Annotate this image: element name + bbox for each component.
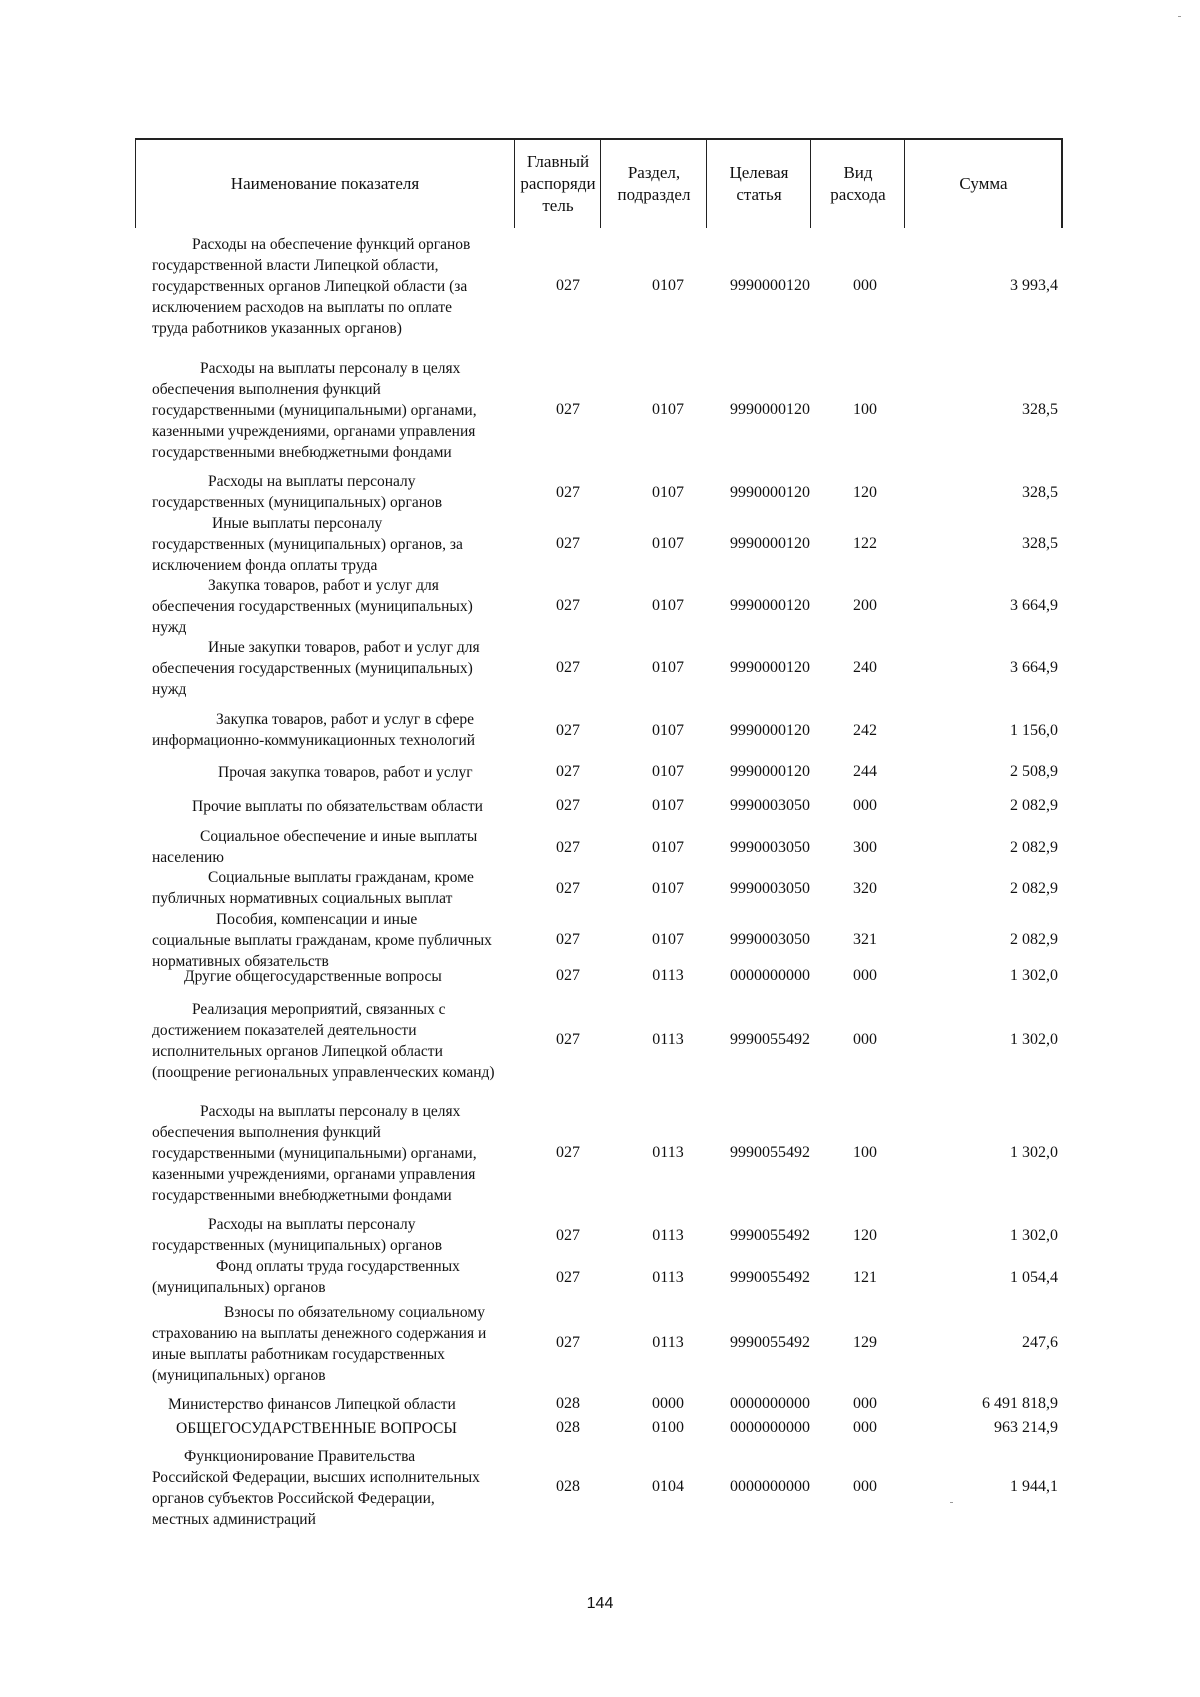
- row-cs: 0000000000: [730, 1419, 810, 1436]
- row-cs: 9990000120: [730, 535, 810, 552]
- scan-speck: [950, 1502, 953, 1503]
- row-grbs: 027: [556, 839, 580, 856]
- row-razdel: 0104: [652, 1478, 684, 1495]
- row-cs: 9990003050: [730, 931, 810, 948]
- row-cs: 9990000120: [730, 722, 810, 739]
- row-sum: 1 302,0: [1010, 1227, 1058, 1244]
- row-razdel: 0107: [652, 535, 684, 552]
- row-name: Прочие выплаты по обязательствам области: [192, 798, 483, 815]
- scan-speck: [1178, 16, 1181, 17]
- row-sum: 328,5: [1022, 484, 1058, 501]
- row-sum: 963 214,9: [994, 1419, 1058, 1436]
- row-sum: 2 082,9: [1010, 931, 1058, 948]
- row-razdel: 0107: [652, 401, 684, 418]
- row-cs: 9990003050: [730, 839, 810, 856]
- row-grbs: 027: [556, 277, 580, 294]
- row-vr: 200: [853, 597, 877, 614]
- row-razdel: 0113: [652, 967, 684, 984]
- row-name: Социальное обеспечение и иные выплаты населению: [152, 828, 478, 866]
- row-grbs: 027: [556, 967, 580, 984]
- row-sum: 2 082,9: [1010, 880, 1058, 897]
- row-sum: 1 302,0: [1010, 967, 1058, 984]
- row-cs: 9990055492: [730, 1334, 810, 1351]
- row-vr: 000: [853, 277, 877, 294]
- row-cs: 9990000120: [730, 401, 810, 418]
- row-cs: 9990000120: [730, 484, 810, 501]
- row-sum: 2 082,9: [1010, 839, 1058, 856]
- row-cs: 9990000120: [730, 597, 810, 614]
- row-cs: 9990055492: [730, 1031, 810, 1048]
- table-header: [135, 138, 1063, 228]
- row-sum: 3 993,4: [1010, 277, 1058, 294]
- row-sum: 1 054,4: [1010, 1269, 1058, 1286]
- row-vr: 120: [853, 1227, 877, 1244]
- row-name: Расходы на обеспечение функций органов государственной власти Липецкой области, государственных органов Липецкой области (за исключением расходов на выплаты по оплате труда работников указанных органов): [152, 236, 471, 337]
- row-vr: 000: [853, 1419, 877, 1436]
- row-cs: 9990055492: [730, 1269, 810, 1286]
- row-vr: 129: [853, 1334, 877, 1351]
- row-razdel: 0107: [652, 839, 684, 856]
- row-grbs: 028: [556, 1419, 580, 1436]
- row-name: Фонд оплаты труда государственных (муниципальных) органов: [152, 1258, 460, 1296]
- row-name: Функционирование Правительства Российской Федерации, высших исполнительных органов субъектов Российской Федерации, местных администраций: [152, 1448, 480, 1528]
- row-sum: 1 302,0: [1010, 1144, 1058, 1161]
- row-vr: 000: [853, 1031, 877, 1048]
- row-vr: 000: [853, 967, 877, 984]
- row-sum: 328,5: [1022, 535, 1058, 552]
- row-grbs: 027: [556, 597, 580, 614]
- row-grbs: 027: [556, 401, 580, 418]
- row-name: Другие общегосударственные вопросы: [184, 968, 442, 985]
- header-name: Наименование показателя: [230, 174, 420, 193]
- row-vr: 242: [853, 722, 877, 739]
- row-name: Расходы на выплаты персоналу государственных (муниципальных) органов: [152, 1216, 443, 1254]
- row-name: Реализация мероприятий, связанных с достижением показателей деятельности исполнительных органов Липецкой области (поощрение региональных управленческих команд): [152, 1001, 495, 1081]
- row-razdel: 0107: [652, 597, 684, 614]
- row-sum: 3 664,9: [1010, 659, 1058, 676]
- row-name: Расходы на выплаты персоналу государственных (муниципальных) органов: [152, 473, 443, 511]
- row-razdel: 0107: [652, 659, 684, 676]
- row-cs: 9990000120: [730, 763, 810, 780]
- row-name: Пособия, компенсации и иные социальные выплаты гражданам, кроме публичных нормативных обязательств: [152, 911, 492, 970]
- row-sum: 6 491 818,9: [982, 1395, 1058, 1412]
- row-vr: 100: [853, 1144, 877, 1161]
- row-sum: 328,5: [1022, 401, 1058, 418]
- row-grbs: 027: [556, 797, 580, 814]
- row-cs: 9990003050: [730, 880, 810, 897]
- row-grbs: 027: [556, 763, 580, 780]
- row-name: Иные закупки товаров, работ и услуг для обеспечения государственных (муниципальных) нужд: [152, 639, 480, 698]
- row-grbs: 027: [556, 880, 580, 897]
- row-razdel: 0113: [652, 1227, 684, 1244]
- row-sum: 1 302,0: [1010, 1031, 1058, 1048]
- row-grbs: 027: [556, 1227, 580, 1244]
- row-cs: 9990055492: [730, 1144, 810, 1161]
- row-grbs: 027: [556, 535, 580, 552]
- row-vr: 320: [853, 880, 877, 897]
- row-sum: 1 944,1: [1010, 1478, 1058, 1495]
- row-cs: 0000000000: [730, 1395, 810, 1412]
- row-razdel: 0113: [652, 1269, 684, 1286]
- row-vr: 300: [853, 839, 877, 856]
- header-sum: Сумма: [904, 140, 1062, 228]
- row-razdel: 0107: [652, 277, 684, 294]
- row-cs: 9990000120: [730, 277, 810, 294]
- row-grbs: 028: [556, 1478, 580, 1495]
- row-vr: 122: [853, 535, 877, 552]
- row-razdel: 0107: [652, 931, 684, 948]
- row-vr: 000: [853, 1478, 877, 1495]
- row-cs: 0000000000: [730, 1478, 810, 1495]
- row-razdel: 0107: [652, 722, 684, 739]
- row-grbs: 027: [556, 484, 580, 501]
- row-grbs: 027: [556, 1334, 580, 1351]
- row-grbs: 027: [556, 659, 580, 676]
- row-name: Расходы на выплаты персоналу в целях обеспечения выполнения функций государственными (муниципальными) органами, казенными учреждениями, органами управления государственными внебюджетными фондами: [152, 1103, 477, 1204]
- row-name: Закупка товаров, работ и услуг для обеспечения государственных (муниципальных) нужд: [152, 577, 473, 636]
- row-cs: 0000000000: [730, 967, 810, 984]
- row-sum: 2 508,9: [1010, 763, 1058, 780]
- row-razdel: 0107: [652, 484, 684, 501]
- row-razdel: 0000: [652, 1395, 684, 1412]
- row-grbs: 028: [556, 1395, 580, 1412]
- row-vr: 100: [853, 401, 877, 418]
- row-razdel: 0113: [652, 1334, 684, 1351]
- row-razdel: 0107: [652, 763, 684, 780]
- row-sum: 247,6: [1022, 1334, 1058, 1351]
- row-name: Иные выплаты персоналу государственных (муниципальных) органов, за исключением фонда оплаты труда: [152, 515, 463, 574]
- header-razdel: Раздел, подраздел: [600, 140, 707, 228]
- row-vr: 000: [853, 797, 877, 814]
- row-grbs: 027: [556, 722, 580, 739]
- header-cs: Целевая статья: [706, 140, 811, 228]
- row-vr: 120: [853, 484, 877, 501]
- row-name: Взносы по обязательному социальному страхованию на выплаты денежного содержания и иные выплаты работникам государственных (муниципальных) органов: [152, 1304, 487, 1384]
- row-name: Министерство финансов Липецкой области: [168, 1396, 456, 1413]
- row-cs: 9990003050: [730, 797, 810, 814]
- row-vr: 321: [853, 931, 877, 948]
- header-grbs: Главный распоряди тель: [514, 140, 601, 228]
- row-name: Социальные выплаты гражданам, кроме публичных нормативных социальных выплат: [152, 869, 474, 907]
- row-name: Прочая закупка товаров, работ и услуг: [218, 764, 473, 781]
- row-name: Закупка товаров, работ и услуг в сфере информационно-коммуникационных технологий: [152, 711, 476, 749]
- row-grbs: 027: [556, 1031, 580, 1048]
- header-vr: Вид расхода: [810, 140, 905, 228]
- row-name: Расходы на выплаты персоналу в целях обеспечения выполнения функций государственными (муниципальными) органами, казенными учреждениями, органами управления государственными внебюджетными фондами: [152, 360, 477, 461]
- row-razdel: 0107: [652, 880, 684, 897]
- row-cs: 9990055492: [730, 1227, 810, 1244]
- row-sum: 2 082,9: [1010, 797, 1058, 814]
- row-name: ОБЩЕГОСУДАРСТВЕННЫЕ ВОПРОСЫ: [176, 1420, 457, 1437]
- row-razdel: 0107: [652, 797, 684, 814]
- row-vr: 244: [853, 763, 877, 780]
- row-vr: 121: [853, 1269, 877, 1286]
- row-sum: 3 664,9: [1010, 597, 1058, 614]
- row-razdel: 0113: [652, 1144, 684, 1161]
- row-razdel: 0100: [652, 1419, 684, 1436]
- row-vr: 000: [853, 1395, 877, 1412]
- row-vr: 240: [853, 659, 877, 676]
- page-number: 144: [586, 1595, 614, 1612]
- row-sum: 1 156,0: [1010, 722, 1058, 739]
- row-cs: 9990000120: [730, 659, 810, 676]
- row-grbs: 027: [556, 1269, 580, 1286]
- row-grbs: 027: [556, 931, 580, 948]
- row-razdel: 0113: [652, 1031, 684, 1048]
- row-grbs: 027: [556, 1144, 580, 1161]
